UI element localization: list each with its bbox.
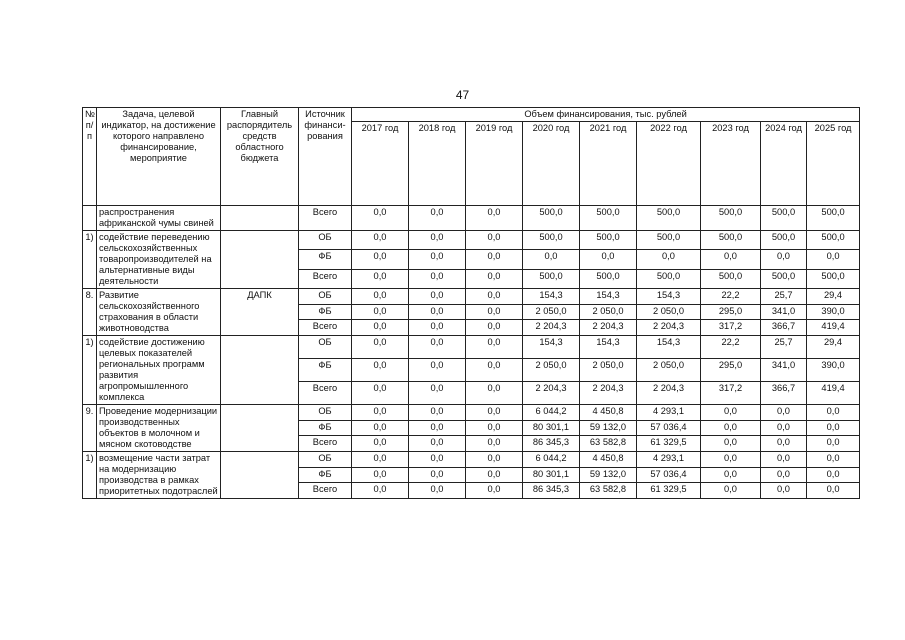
- header-year: 2018 год: [409, 122, 466, 206]
- financing-value: 0,0: [701, 452, 761, 468]
- task-description: Развитие сельскохозяйственного страхования в области животноводства: [97, 289, 221, 336]
- funding-source: Всего: [299, 269, 352, 288]
- financing-value: 500,0: [580, 269, 637, 288]
- financing-value: 0,0: [701, 483, 761, 499]
- financing-value: 0,0: [352, 336, 409, 359]
- header-task: Задача, целевой индикатор, на достижение которого направлено финансирование, мероприятие: [97, 108, 221, 206]
- header-year: 2019 год: [466, 122, 523, 206]
- financing-value: 59 132,0: [580, 420, 637, 436]
- financing-value: 0,0: [352, 467, 409, 483]
- financing-value: 0,0: [761, 467, 807, 483]
- row-number: 9.: [83, 405, 97, 452]
- financing-value: 0,0: [466, 289, 523, 305]
- financing-value: 317,2: [701, 320, 761, 336]
- financing-value: 0,0: [761, 483, 807, 499]
- financing-value: 154,3: [580, 289, 637, 305]
- financing-value: 57 036,4: [637, 467, 701, 483]
- funding-source: ОБ: [299, 289, 352, 305]
- page-number: 47: [455, 88, 470, 102]
- header-admin: Главный распорядитель средств областного бюджета: [221, 108, 299, 206]
- financing-value: 0,0: [409, 382, 466, 405]
- financing-value: 154,3: [580, 336, 637, 359]
- financing-value: 341,0: [761, 359, 807, 382]
- financing-value: 2 050,0: [523, 359, 580, 382]
- funding-source: Всего: [299, 206, 352, 231]
- task-description: Проведение модернизации производственных объектов в молочном и мясном скотоводстве: [97, 405, 221, 452]
- financing-value: 500,0: [701, 269, 761, 288]
- financing-value: 0,0: [352, 420, 409, 436]
- financing-value: 6 044,2: [523, 405, 580, 421]
- financing-value: 63 582,8: [580, 483, 637, 499]
- header-year: 2022 год: [637, 122, 701, 206]
- row-number: 1): [83, 336, 97, 405]
- financing-value: 0,0: [701, 436, 761, 452]
- budget-administrator: [221, 336, 299, 405]
- financing-value: 0,0: [352, 405, 409, 421]
- financing-value: 0,0: [466, 420, 523, 436]
- financing-value: 0,0: [466, 320, 523, 336]
- financing-value: 500,0: [637, 231, 701, 250]
- financing-value: 2 050,0: [637, 359, 701, 382]
- financing-table: [82, 107, 860, 499]
- financing-value: 4 450,8: [580, 452, 637, 468]
- funding-source: ФБ: [299, 304, 352, 320]
- financing-value: 390,0: [807, 304, 860, 320]
- financing-value: 500,0: [523, 206, 580, 231]
- header-year: 2024 год: [761, 122, 807, 206]
- financing-value: 0,0: [409, 206, 466, 231]
- financing-value: 0,0: [409, 289, 466, 305]
- financing-value: 0,0: [466, 467, 523, 483]
- financing-value: 4 293,1: [637, 405, 701, 421]
- financing-value: 22,2: [701, 289, 761, 305]
- table-row: [83, 231, 860, 250]
- financing-value: 0,0: [807, 467, 860, 483]
- financing-value: 500,0: [523, 269, 580, 288]
- budget-administrator: [221, 452, 299, 499]
- financing-value: 61 329,5: [637, 483, 701, 499]
- financing-value: 2 050,0: [580, 304, 637, 320]
- financing-value: 59 132,0: [580, 467, 637, 483]
- financing-value: 0,0: [352, 289, 409, 305]
- financing-value: 366,7: [761, 320, 807, 336]
- funding-source: ФБ: [299, 467, 352, 483]
- financing-value: 0,0: [466, 250, 523, 269]
- funding-source: ФБ: [299, 359, 352, 382]
- financing-value: 0,0: [466, 436, 523, 452]
- financing-value: 500,0: [807, 269, 860, 288]
- financing-value: 154,3: [637, 336, 701, 359]
- table-row: [83, 336, 860, 359]
- funding-source: ОБ: [299, 452, 352, 468]
- financing-value: 500,0: [761, 231, 807, 250]
- financing-value: 500,0: [637, 206, 701, 231]
- financing-value: 0,0: [352, 304, 409, 320]
- financing-value: 22,2: [701, 336, 761, 359]
- funding-source: Всего: [299, 382, 352, 405]
- financing-value: 63 582,8: [580, 436, 637, 452]
- financing-value: 500,0: [701, 206, 761, 231]
- financing-value: 0,0: [409, 483, 466, 499]
- financing-value: 500,0: [761, 206, 807, 231]
- financing-value: 0,0: [409, 452, 466, 468]
- task-description: содействие достижению целевых показателей региональных программ развития агропромышленного комплекса: [97, 336, 221, 405]
- financing-value: 0,0: [466, 304, 523, 320]
- financing-value: 2 050,0: [523, 304, 580, 320]
- financing-value: 419,4: [807, 382, 860, 405]
- financing-value: 0,0: [409, 467, 466, 483]
- financing-value: 154,3: [523, 289, 580, 305]
- financing-value: 0,0: [352, 382, 409, 405]
- financing-value: 4 293,1: [637, 452, 701, 468]
- financing-value: 0,0: [409, 405, 466, 421]
- financing-value: 0,0: [761, 405, 807, 421]
- financing-value: 61 329,5: [637, 436, 701, 452]
- budget-administrator: ДАПК: [221, 289, 299, 336]
- funding-source: ФБ: [299, 420, 352, 436]
- financing-value: 0,0: [409, 231, 466, 250]
- task-description: распространения африканской чумы свиней: [97, 206, 221, 231]
- budget-administrator: [221, 231, 299, 289]
- financing-value: 0,0: [352, 483, 409, 499]
- funding-source: Всего: [299, 483, 352, 499]
- financing-value: 500,0: [807, 206, 860, 231]
- budget-administrator: [221, 405, 299, 452]
- financing-value: 0,0: [352, 269, 409, 288]
- funding-source: ОБ: [299, 336, 352, 359]
- financing-value: 0,0: [761, 420, 807, 436]
- financing-value: 0,0: [637, 250, 701, 269]
- financing-value: 0,0: [409, 304, 466, 320]
- financing-value: 500,0: [523, 231, 580, 250]
- row-number: [83, 206, 97, 231]
- financing-value: 86 345,3: [523, 436, 580, 452]
- table-body: [83, 206, 860, 499]
- financing-value: 0,0: [466, 405, 523, 421]
- financing-value: 500,0: [761, 269, 807, 288]
- financing-value: 0,0: [466, 269, 523, 288]
- financing-value: 0,0: [701, 467, 761, 483]
- financing-value: 366,7: [761, 382, 807, 405]
- header-year: 2020 год: [523, 122, 580, 206]
- financing-value: 2 050,0: [580, 359, 637, 382]
- financing-value: 0,0: [409, 250, 466, 269]
- financing-value: 0,0: [466, 336, 523, 359]
- table-row: [83, 405, 860, 421]
- header-num: № п/п: [83, 108, 97, 206]
- header-year: 2021 год: [580, 122, 637, 206]
- financing-value: 0,0: [409, 420, 466, 436]
- financing-value: 0,0: [701, 420, 761, 436]
- header-source: Источник финанси-рования: [299, 108, 352, 206]
- financing-value: 0,0: [352, 359, 409, 382]
- funding-source: ФБ: [299, 250, 352, 269]
- financing-value: 0,0: [701, 250, 761, 269]
- table-row: [83, 289, 860, 305]
- financing-value: 0,0: [352, 206, 409, 231]
- financing-value: 0,0: [807, 405, 860, 421]
- financing-value: 0,0: [409, 320, 466, 336]
- financing-value: 500,0: [807, 231, 860, 250]
- financing-value: 500,0: [580, 231, 637, 250]
- financing-value: 0,0: [352, 452, 409, 468]
- financing-value: 0,0: [466, 483, 523, 499]
- financing-value: 2 204,3: [580, 382, 637, 405]
- financing-value: 419,4: [807, 320, 860, 336]
- financing-value: 0,0: [409, 269, 466, 288]
- header-row-1: [83, 108, 860, 122]
- financing-value: 0,0: [807, 452, 860, 468]
- financing-value: 0,0: [807, 420, 860, 436]
- financing-value: 0,0: [701, 405, 761, 421]
- financing-value: 0,0: [580, 250, 637, 269]
- financing-value: 0,0: [761, 452, 807, 468]
- financing-value: 6 044,2: [523, 452, 580, 468]
- financing-value: 0,0: [466, 452, 523, 468]
- financing-value: 0,0: [352, 231, 409, 250]
- financing-value: 25,7: [761, 336, 807, 359]
- financing-value: 500,0: [637, 269, 701, 288]
- financing-value: 80 301,1: [523, 420, 580, 436]
- financing-value: 2 204,3: [637, 320, 701, 336]
- financing-value: 295,0: [701, 359, 761, 382]
- financing-value: 295,0: [701, 304, 761, 320]
- financing-value: 2 204,3: [523, 320, 580, 336]
- funding-source: ОБ: [299, 405, 352, 421]
- financing-value: 390,0: [807, 359, 860, 382]
- task-description: содействие переведению сельскохозяйственных товаропроизводителей на альтернативные виды деятельности: [97, 231, 221, 289]
- financing-value: 2 204,3: [580, 320, 637, 336]
- financing-value: 80 301,1: [523, 467, 580, 483]
- table-row: [83, 206, 860, 231]
- financing-value: 154,3: [523, 336, 580, 359]
- financing-value: 0,0: [807, 483, 860, 499]
- funding-source: Всего: [299, 436, 352, 452]
- row-number: 1): [83, 231, 97, 289]
- financing-value: 2 050,0: [637, 304, 701, 320]
- financing-value: 0,0: [761, 436, 807, 452]
- header-year: 2023 год: [701, 122, 761, 206]
- financing-value: 317,2: [701, 382, 761, 405]
- header-volume: Объем финансирования, тыс. рублей: [352, 108, 860, 122]
- financing-value: 0,0: [352, 250, 409, 269]
- financing-value: 0,0: [409, 436, 466, 452]
- financing-value: 29,4: [807, 289, 860, 305]
- financing-value: 57 036,4: [637, 420, 701, 436]
- financing-value: 4 450,8: [580, 405, 637, 421]
- financing-value: 0,0: [466, 231, 523, 250]
- funding-source: ОБ: [299, 231, 352, 250]
- financing-value: 0,0: [409, 336, 466, 359]
- header-year: 2025 год: [807, 122, 860, 206]
- financing-value: 500,0: [701, 231, 761, 250]
- financing-value: 2 204,3: [523, 382, 580, 405]
- financing-value: 0,0: [523, 250, 580, 269]
- financing-value: 0,0: [409, 359, 466, 382]
- row-number: 1): [83, 452, 97, 499]
- financing-value: 2 204,3: [637, 382, 701, 405]
- financing-value: 154,3: [637, 289, 701, 305]
- funding-source: Всего: [299, 320, 352, 336]
- financing-value: 341,0: [761, 304, 807, 320]
- budget-administrator: [221, 206, 299, 231]
- financing-value: 0,0: [466, 359, 523, 382]
- financing-value: 500,0: [580, 206, 637, 231]
- financing-value: 86 345,3: [523, 483, 580, 499]
- financing-value: 0,0: [352, 436, 409, 452]
- financing-value: 0,0: [466, 206, 523, 231]
- financing-value: 0,0: [807, 436, 860, 452]
- financing-value: 25,7: [761, 289, 807, 305]
- table-row: [83, 452, 860, 468]
- row-number: 8.: [83, 289, 97, 336]
- financing-value: 29,4: [807, 336, 860, 359]
- task-description: возмещение части затрат на модернизацию производства в рамках приоритетных подотраслей: [97, 452, 221, 499]
- financing-value: 0,0: [352, 320, 409, 336]
- financing-value: 0,0: [761, 250, 807, 269]
- financing-value: 0,0: [466, 382, 523, 405]
- header-year: 2017 год: [352, 122, 409, 206]
- financing-value: 0,0: [807, 250, 860, 269]
